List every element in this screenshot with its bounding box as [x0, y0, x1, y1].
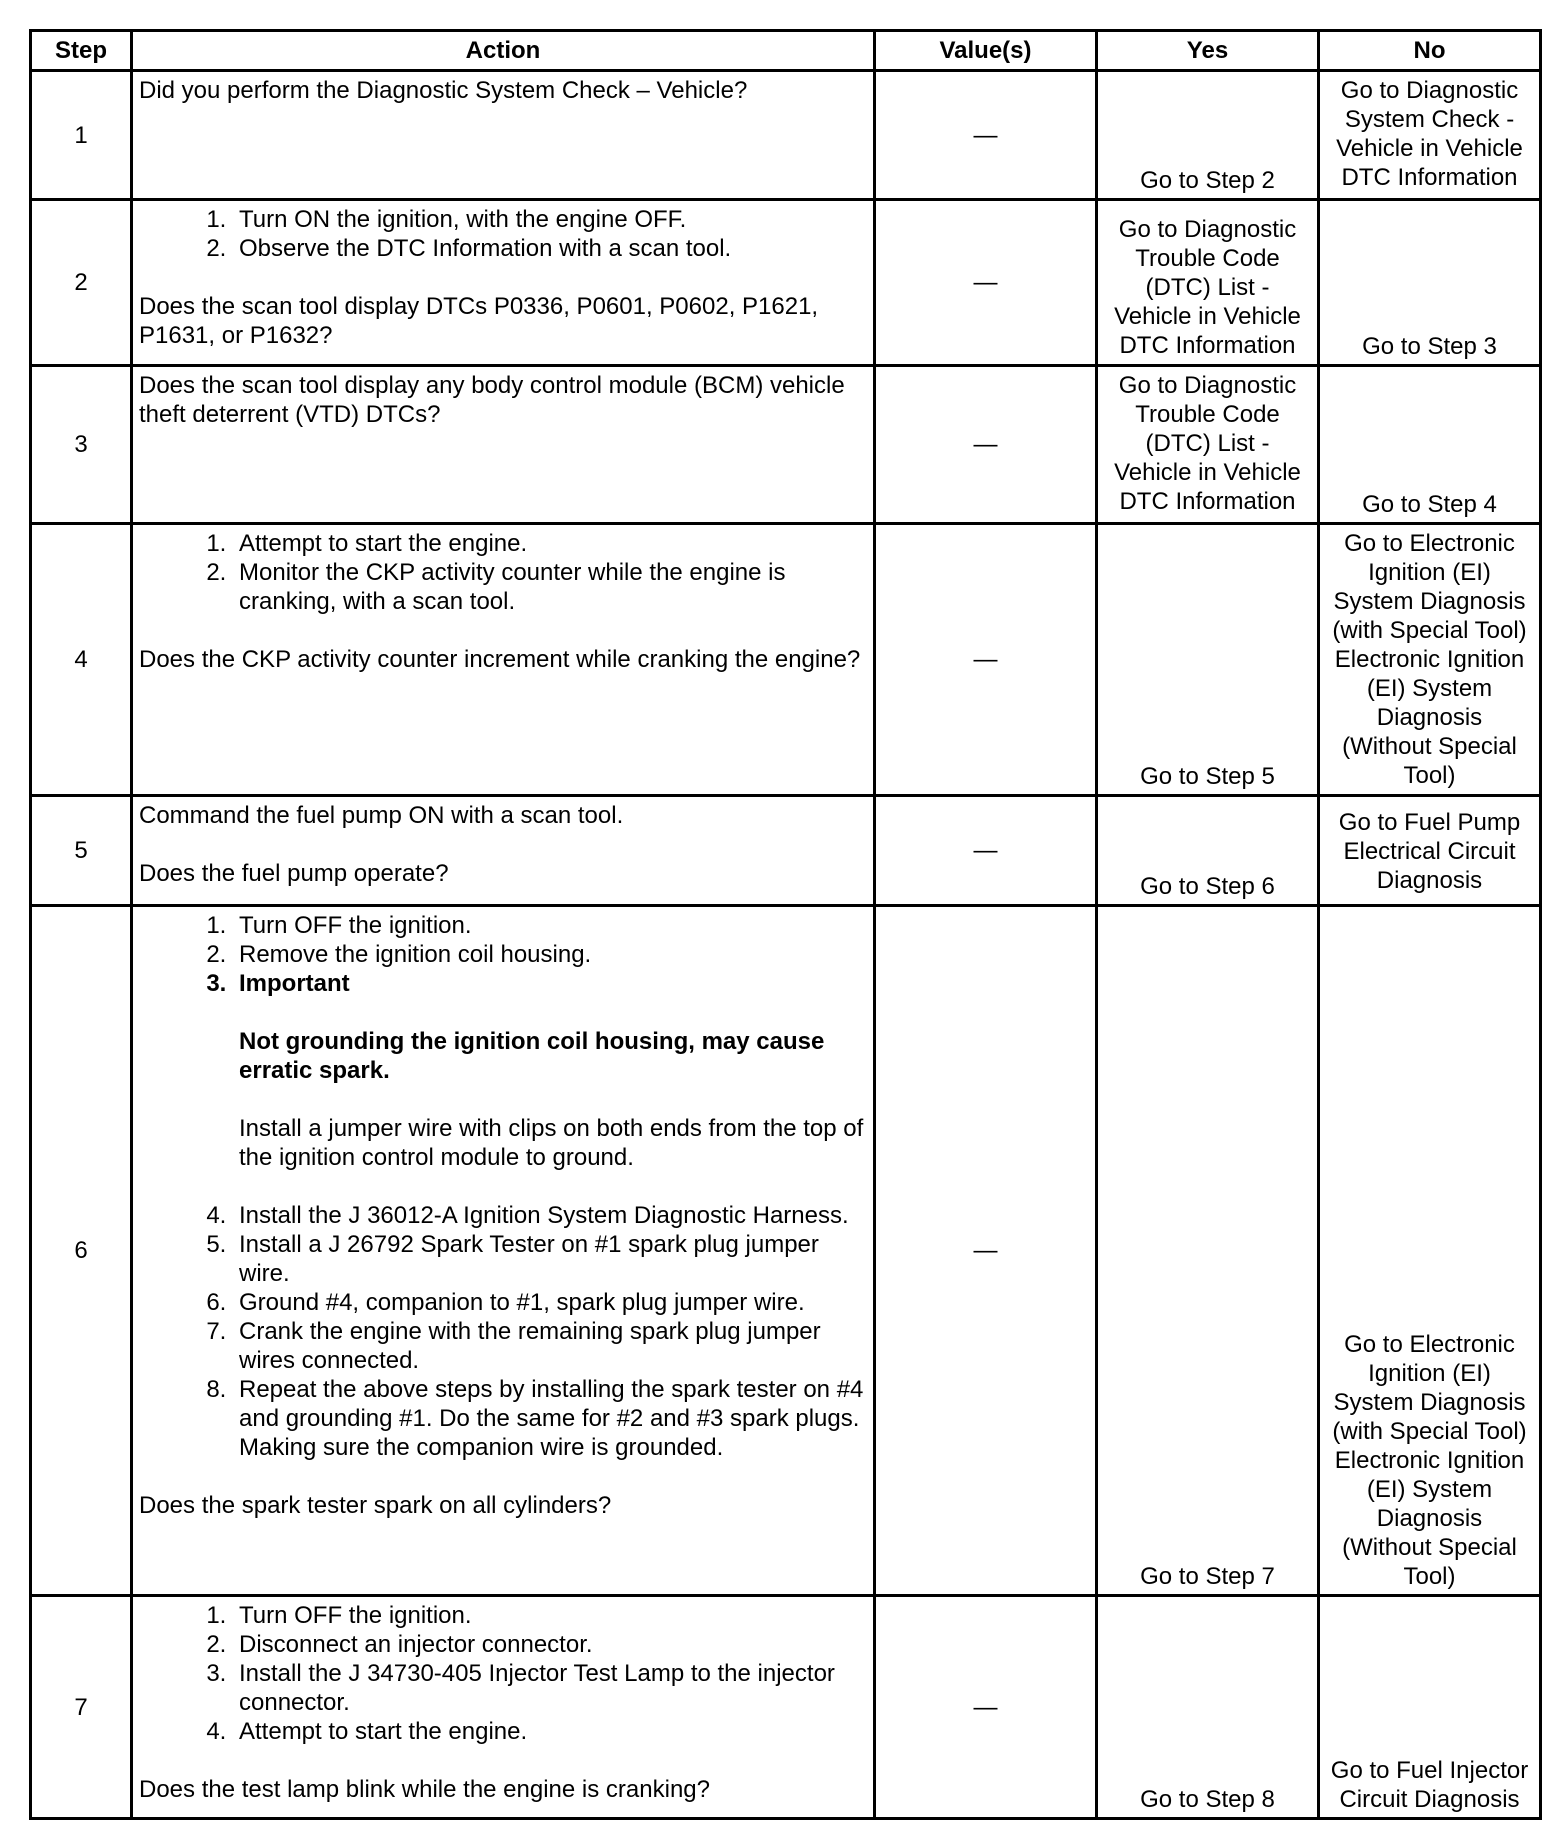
action-list — [139, 205, 867, 263]
list-item: 3. Install the J 34730-405 Injector Test Lamp to the injector connector. — [233, 1659, 867, 1717]
no-cell — [1319, 71, 1541, 200]
table-row — [31, 796, 1541, 906]
list-item: 6. Ground #4, companion to #1, spark plug jumper wire. — [233, 1288, 867, 1317]
list-item: 2. Monitor the CKP activity counter while the engine is cranking, with a scan tool. — [233, 558, 867, 616]
step-number: 4 — [31, 524, 132, 796]
yes-cell — [1097, 366, 1319, 524]
list-item: 1. Turn OFF the ignition. — [233, 911, 867, 940]
question-text: Does the spark tester spark on all cylinders? — [139, 1492, 612, 1519]
value-cell: — — [875, 524, 1097, 796]
no-line: Tool) — [1403, 1563, 1456, 1590]
action-cell — [132, 200, 875, 366]
note-text: Install a jumper wire with clips on both ends from the top of the ignition control module to ground. — [239, 1115, 864, 1171]
table-row — [31, 906, 1541, 1596]
no-line: Vehicle in Vehicle — [1336, 135, 1523, 162]
yes-line: Trouble Code — [1135, 401, 1280, 428]
no-line: Diagnosis — [1376, 1505, 1483, 1532]
no-cell: Go to Step 4 — [1319, 366, 1541, 524]
question-text: Does the CKP activity counter increment while cranking the engine? — [139, 646, 861, 673]
yes-cell: Go to Step 7 — [1097, 906, 1319, 1596]
no-line: Go to Diagnostic — [1340, 77, 1519, 104]
important-label: Important — [239, 970, 350, 997]
action-list — [139, 1601, 867, 1746]
action-list — [139, 1201, 867, 1462]
no-line: Electrical Circuit — [1343, 837, 1516, 865]
no-line: (Without Special — [1342, 733, 1517, 760]
list-item — [233, 969, 867, 1201]
no-line: (EI) System — [1366, 675, 1493, 702]
table-row — [31, 1596, 1541, 1819]
no-line: System Check - — [1344, 106, 1515, 133]
list-item: 7. Crank the engine with the remaining spark plug jumper wires connected. — [233, 1317, 867, 1375]
list-item: 8. Repeat the above steps by installing the spark tester on #4 and grounding #1. Do the same for #2 and #3 spark plugs. Making sure the companion wire is grounded. — [233, 1375, 867, 1462]
no-line: Ignition (EI) — [1368, 559, 1491, 586]
no-cell — [1319, 524, 1541, 796]
step-number: 2 — [31, 200, 132, 366]
question-text: Did you perform the Diagnostic System Check – Vehicle? — [139, 77, 748, 104]
no-line: (Without Special — [1342, 1534, 1517, 1561]
value-cell: — — [875, 1596, 1097, 1819]
question-text: Does the scan tool display DTCs P0336, P0601, P0602, P1621, P1631, or P1632? — [139, 293, 819, 349]
list-item: 2. Observe the DTC Information with a scan tool. — [233, 234, 867, 263]
no-line: DTC Information — [1341, 164, 1518, 191]
no-line: Go to Fuel Pump — [1338, 808, 1521, 836]
table-row — [31, 200, 1541, 366]
no-line: System Diagnosis — [1333, 588, 1526, 615]
yes-line: (DTC) List - — [1145, 274, 1270, 301]
list-item: 1. Attempt to start the engine. — [233, 529, 867, 558]
table-row — [31, 366, 1541, 524]
action-cell — [132, 906, 875, 1596]
no-line: Diagnosis — [1376, 704, 1483, 731]
step-number: 3 — [31, 366, 132, 524]
yes-cell — [1097, 200, 1319, 366]
question-text: Does the scan tool display any body control module (BCM) vehicle theft deterrent (VTD) DTCs? — [139, 372, 845, 428]
no-line: Electronic Ignition — [1334, 646, 1525, 673]
yes-line: Trouble Code — [1135, 245, 1280, 272]
question-text: Does the fuel pump operate? — [139, 860, 449, 887]
no-line: Go to Electronic — [1344, 1331, 1515, 1358]
value-cell: — — [875, 906, 1097, 1596]
yes-line: DTC Information — [1119, 332, 1296, 359]
header-step: Step — [31, 31, 132, 71]
no-line: System Diagnosis — [1333, 1389, 1526, 1416]
no-cell — [1319, 796, 1541, 906]
command-text: Command the fuel pump ON with a scan tool. — [139, 802, 624, 829]
no-line: Go to Fuel Injector — [1330, 1757, 1529, 1784]
header-values: Value(s) — [875, 31, 1097, 71]
no-cell: Go to Step 3 — [1319, 200, 1541, 366]
header-action: Action — [132, 31, 875, 71]
no-line: Go to Electronic — [1344, 530, 1515, 557]
no-line: (with Special Tool) — [1332, 1418, 1527, 1445]
action-cell — [132, 71, 875, 200]
warning-text: Not grounding the ignition coil housing, may cause erratic spark. — [239, 1028, 825, 1084]
yes-cell: Go to Step 6 — [1097, 796, 1319, 906]
step-number: 5 — [31, 796, 132, 906]
value-cell: — — [875, 71, 1097, 200]
yes-cell: Go to Step 8 — [1097, 1596, 1319, 1819]
value-cell: — — [875, 200, 1097, 366]
yes-line: Vehicle in Vehicle — [1114, 303, 1301, 330]
yes-line: Go to Diagnostic — [1118, 216, 1297, 243]
step-number: 6 — [31, 906, 132, 1596]
no-line: (with Special Tool) — [1332, 617, 1527, 644]
table-row — [31, 524, 1541, 796]
action-list — [139, 911, 867, 1201]
value-cell: — — [875, 796, 1097, 906]
action-cell — [132, 366, 875, 524]
question-text: Does the test lamp blink while the engine is cranking? — [139, 1776, 710, 1803]
no-line: Diagnosis — [1376, 866, 1483, 894]
yes-cell: Go to Step 2 — [1097, 71, 1319, 200]
list-item: 2. Disconnect an injector connector. — [233, 1630, 867, 1659]
no-line: Circuit Diagnosis — [1339, 1786, 1520, 1813]
action-list — [139, 529, 867, 616]
value-cell: — — [875, 366, 1097, 524]
list-item: 5. Install a J 26792 Spark Tester on #1 spark plug jumper wire. — [233, 1230, 867, 1288]
step-number: 1 — [31, 71, 132, 200]
list-item: 1. Turn ON the ignition, with the engine OFF. — [233, 205, 867, 234]
no-line: Tool) — [1403, 762, 1456, 789]
action-cell — [132, 796, 875, 906]
no-line: Electronic Ignition — [1334, 1447, 1525, 1474]
header-yes: Yes — [1097, 31, 1319, 71]
step-number: 7 — [31, 1596, 132, 1819]
list-item: 1. Turn OFF the ignition. — [233, 1601, 867, 1630]
no-cell — [1319, 906, 1541, 1596]
yes-line: Go to Diagnostic — [1118, 372, 1297, 399]
header-no: No — [1319, 31, 1541, 71]
list-item: 2. Remove the ignition coil housing. — [233, 940, 867, 969]
action-cell — [132, 524, 875, 796]
yes-cell: Go to Step 5 — [1097, 524, 1319, 796]
yes-line: (DTC) List - — [1145, 430, 1270, 457]
no-cell — [1319, 1596, 1541, 1819]
yes-line: DTC Information — [1119, 488, 1296, 515]
yes-line: Vehicle in Vehicle — [1114, 459, 1301, 486]
diagnostic-table — [29, 29, 1542, 1820]
table-row — [31, 71, 1541, 200]
no-line: Ignition (EI) — [1368, 1360, 1491, 1387]
list-item: 4. Attempt to start the engine. — [233, 1717, 867, 1746]
list-item: 4. Install the J 36012-A Ignition System Diagnostic Harness. — [233, 1201, 867, 1230]
action-cell — [132, 1596, 875, 1819]
no-line: (EI) System — [1366, 1476, 1493, 1503]
header-row — [31, 31, 1541, 71]
